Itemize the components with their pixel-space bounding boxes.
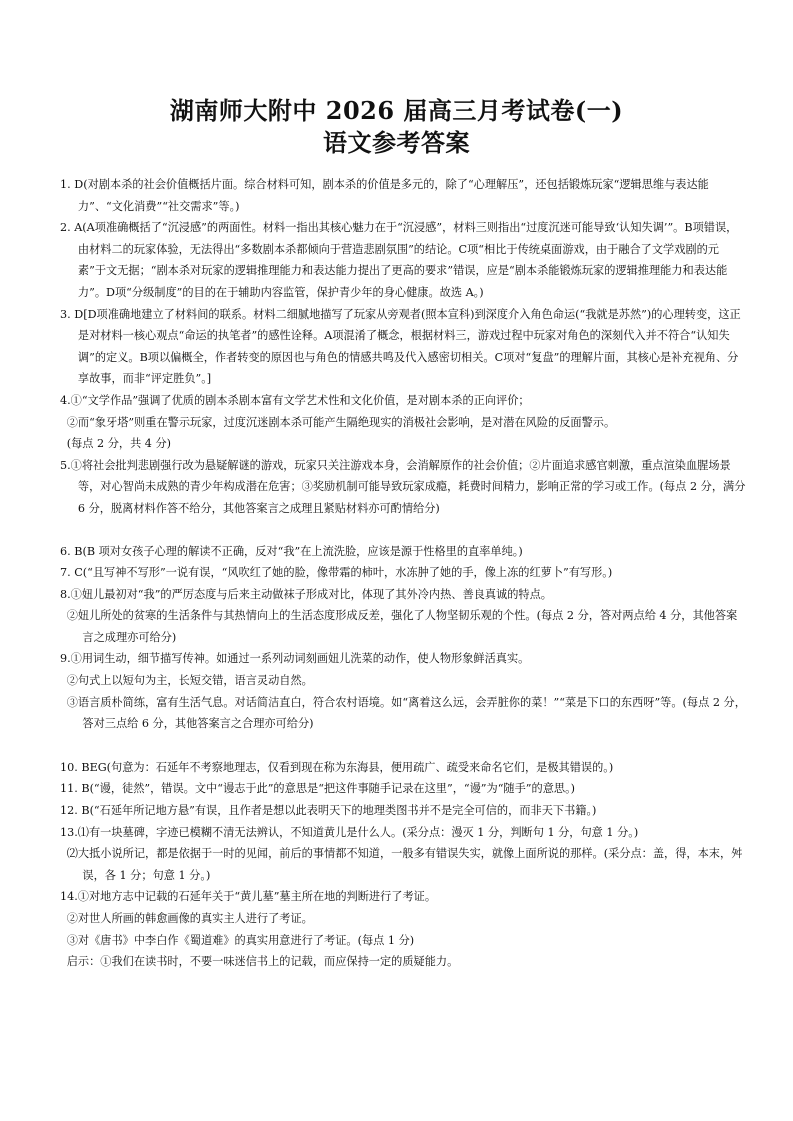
answer-4-point-1: 4.①“文学作品”强调了优质的剧本杀剧本富有文学艺术性和文化价值，是对剧本杀的正向评价； <box>60 393 530 407</box>
answer-14-point-2: ②对世人所画的韩愈画像的真实主人进行了考证。 <box>66 912 313 925</box>
answer-2: 2. A(A项准确概括了“沉浸感”的两面性。材料一指出其核心魅力在于“沉浸感”，材料三则指出“过度沉迷可能导致‘认知失调’”。B项错误，由材料二的玩家体验，无法得出“多数剧本杀都倾向于营造悲剧氛围”的结论。C项“相比于传统桌面游戏，由于融合了文学戏剧的元素”于文无据；“剧本杀对玩家的逻辑推理能力和表达能力提出了更高的要求”错误，应是“剧本杀能锻炼玩家的逻辑推理能力和表达能力”。D项“分级制度”的目的在于辅助内容监管，保护青少年的身心健康。故选 A。) <box>60 221 738 299</box>
page-subtitle: 语文参考答案 <box>323 128 470 157</box>
answer-14-insight: 启示：①我们在读书时，不要一味迷信书上的记载，而应保持一定的质疑能力。 <box>66 955 459 969</box>
answer-4-point-2: ②而“象牙塔”则重在警示玩家，过度沉迷剧本杀可能产生隔绝现实的消极社会影响，是对潜在风险的反面警示。 <box>66 415 616 429</box>
answer-13-part-1: 13.⑴有一块墓碑，字迹已模糊不清无法辨认，不知道黄儿是什么人。(采分点：漫灭 1 分，判断句 1 分，句意 1 分。) <box>60 825 639 839</box>
answer-10: 10. BEG(句意为：石延年不考察地理志，仅看到现在称为东海县，便用疏广、疏受来命名它们，是极其错误的。) <box>60 760 614 774</box>
answer-4-scoring: (每点 2 分，共 4 分) <box>66 437 172 451</box>
answer-14-point-1: 14.①对地方志中记载的石延年关于“黄儿墓”墓主所在地的判断进行了考证。 <box>60 890 437 904</box>
answer-3: 3. D[D项准确地建立了材料间的联系。材料二细腻地描写了玩家从旁观者(照本宣科)到深度介入角色命运(“我就是苏然”)的心理转变，这正是对材料一核心观点“命运的执笔者”的感性诠释。A项混淆了概念，根据材料三，游戏过程中玩家对角色的深刻代入并不符合“认知失调”的定义。B项以偏概全，作者转变的原因也与角色的情感共鸣及代入感密切相关。C项对“复盘”的理解片面，其核心是补充视角、分享故事，而非“评定胜负”。] <box>60 307 741 386</box>
answer-7: 7. C(“且写神不写形”一说有误，“风吹红了她的脸，像带霜的柿叶，水冻肿了她的手，像上冻的红萝卜”有写形。) <box>60 566 613 580</box>
page-title: 湖南师大附中 2026 届高三月考试卷(一) <box>169 96 624 125</box>
answer-9-point-1: 9.①用词生动，细节描写传神。如通过一系列动词刻画妞儿洗菜的动作，使人物形象鲜活真实。 <box>60 652 530 666</box>
answer-5: 5.①将社会批判悲剧强行改为悬疑解谜的游戏，玩家只关注游戏本身，会消解原作的社会价值；②片面追求感官刺激，重点渲染血腥场景等，对心智尚未成熟的青少年构成潜在危害；③奖励机制可能导致玩家成瘾，耗费时间精力，影响正常的学习或工作。(每点 2 分，满分 6 分，脱离材料作答不给分，其他答案言之成理且紧贴材料亦可酌情给分) <box>60 458 746 515</box>
answer-12: 12. B(“石延年所记地方悬”有误，且作者是想以此表明天下的地理类图书并不是完全可信的，而非天下书籍。) <box>60 804 597 818</box>
answer-11: 11. B(“谩，徒然”，错误。文中“谩志于此”的意思是“把这件事随手记录在这里”，“谩”为“随手”的意思。) <box>60 782 576 796</box>
answer-body <box>60 174 746 973</box>
answer-9-point-2: ②句式上以短句为主，长短交错，语言灵动自然。 <box>66 674 313 688</box>
answer-9-point-3: ③语言质朴简练，富有生活气息。对话简洁直白，符合农村语境。如“离着这么远，会弄脏你的菜！”“菜是下口的东西呀”等。(每点 2 分，答对三点给 6 分，其他答案言之合理亦可给分) <box>66 695 746 731</box>
answer-6: 6. B(B 项对女孩子心理的解读不正确，反对“我”在上流洗脸，应该是源于性格里的直率单纯。) <box>60 544 523 558</box>
answer-8-point-2: ②妞儿所处的贫寒的生活条件与其热情向上的生活态度形成反差，强化了人物坚韧乐观的个性。(每点 2 分，答对两点给 4 分，其他答案言之成理亦可给分) <box>66 609 738 644</box>
answer-1: 1. D(对剧本杀的社会价值概括片面。综合材料可知，剧本杀的价值是多元的，除了“心理解压”，还包括锻炼玩家“逻辑思维与表达能力”、“文化消费”“社交需求”等。) <box>60 178 709 213</box>
answer-13-part-2: ⑵大抵小说所记，都是依据于一时的见闻，前后的事情都不知道，一般多有错误失实，就像上面所说的那样。(采分点：盖，得，本末，舛误，各 1 分；句意 1 分。) <box>66 847 743 882</box>
answer-8-point-1: 8.①妞儿最初对“我”的严厉态度与后来主动做袜子形成对比，体现了其外冷内热、善良真诚的特点。 <box>60 587 552 601</box>
answer-14-point-3: ③对《唐书》中李白作《蜀道难》的真实用意进行了考证。(每点 1 分) <box>66 933 415 947</box>
